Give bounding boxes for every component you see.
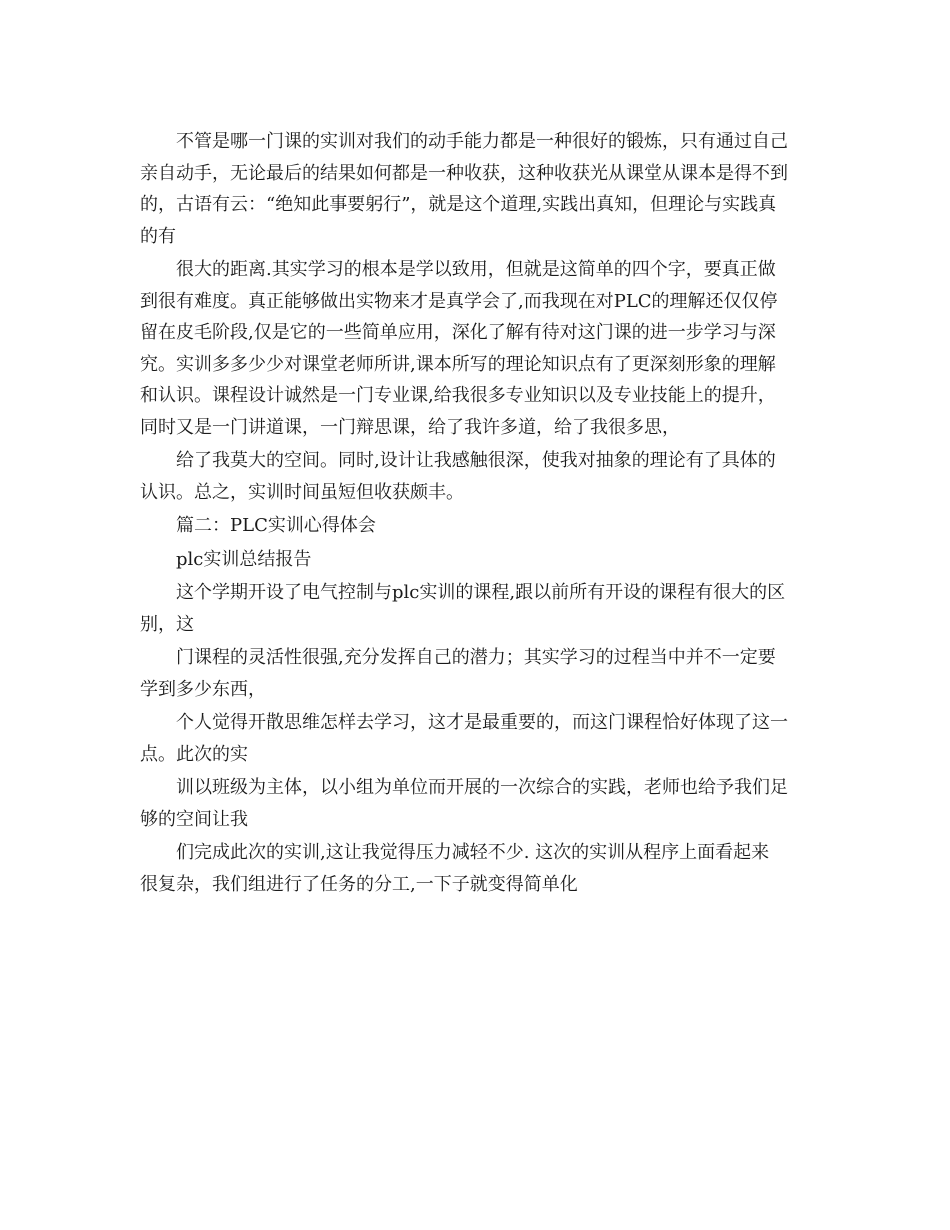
title-line: plc实训总结报告 <box>176 548 312 570</box>
paragraph <box>140 126 820 252</box>
paragraph <box>140 445 820 508</box>
document-body <box>140 126 820 902</box>
paragraph <box>140 642 820 705</box>
text-line: 别，这 <box>140 613 194 635</box>
text-line: 够的空间让我 <box>140 808 248 830</box>
text-line: 留在皮毛阶段,仅是它的一些简单应用，深化了解有待对这门课的进一步学习与深 <box>140 322 776 343</box>
text-line: 不管是哪一门课的实训对我们的动手能力都是一种很好的锻炼，只有通过自己 <box>176 131 788 152</box>
text-line: 门课程的灵活性很强,充分发挥自己的潜力；其实学习的过程当中并不一定要 <box>176 647 776 668</box>
report-title <box>140 544 820 576</box>
text-line: 的，古语有云：“绝知此事要躬行”，就是这个道理,实践出真知，但理论与实践真 <box>140 194 777 215</box>
section-heading <box>140 510 820 542</box>
heading-line: 篇二：PLC实训心得体会 <box>176 515 376 536</box>
text-line: 很大的距离.其实学习的根本是学以致用，但就是这简单的四个字，要真正做 <box>176 259 776 280</box>
paragraph <box>140 772 820 835</box>
text-line: 个人觉得开散思维怎样去学习，这才是最重要的，而这门课程恰好体现了这一 <box>176 712 788 733</box>
text-line: 们完成此次的实训,这让我觉得压力减轻不少. 这次的实训从程序上面看起来 <box>176 842 770 863</box>
paragraph <box>140 837 820 900</box>
paragraph <box>140 707 820 770</box>
text-line: 亲自动手，无论最后的结果如何都是一种收获，这种收获光从课堂从课本是得不到 <box>140 162 788 184</box>
text-line: 究。实训多多少少对课堂老师所讲,课本所写的理论知识点有了更深刻形象的理解 <box>140 353 776 375</box>
paragraph <box>140 577 820 640</box>
text-line: 学到多少东西， <box>140 678 266 700</box>
text-line: 很复杂，我们组进行了任务的分工,一下子就变得简单化 <box>140 873 578 895</box>
text-line: 训以班级为主体，以小组为单位而开展的一次综合的实践，老师也给予我们足 <box>176 777 788 798</box>
text-line: 的有 <box>140 225 176 247</box>
text-line: 同时又是一门讲道课，一门辩思课，给了我许多道，给了我很多思， <box>140 416 680 438</box>
paragraph <box>140 254 820 443</box>
text-line: 给了我莫大的空间。同时,设计让我感触很深，使我对抽象的理论有了具体的 <box>176 450 776 471</box>
text-line: 到很有难度。真正能够做出实物来才是真学会了,而我现在对PLC的理解还仅仅停 <box>140 290 778 312</box>
text-line: 和认识。课程设计诚然是一门专业课,给我很多专业知识以及专业技能上的提升， <box>140 385 776 406</box>
text-line: 这个学期开设了电气控制与plc实训的课程,跟以前所有开设的课程有很大的区 <box>176 582 786 603</box>
text-line: 认识。总之，实训时间虽短但收获颇丰。 <box>140 481 464 503</box>
text-line: 点。此次的实 <box>140 743 248 765</box>
